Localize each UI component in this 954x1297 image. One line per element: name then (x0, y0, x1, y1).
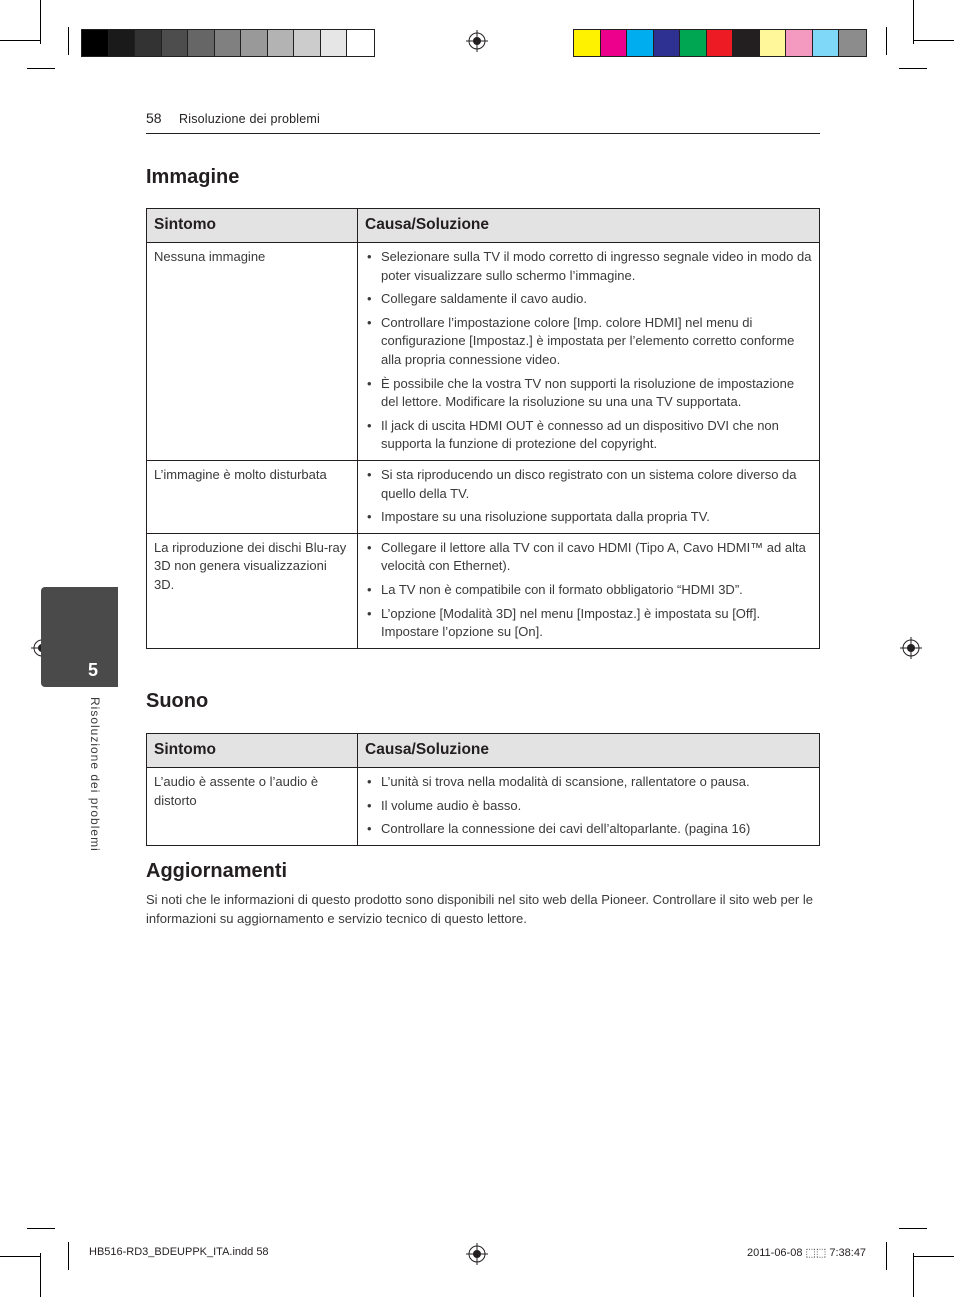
column-header-solution: Causa/Soluzione (358, 209, 820, 243)
symptom-cell: La riproduzione dei dischi Blu-ray 3D non genera visualizzazioni 3D. (147, 533, 358, 648)
chapter-tab (41, 587, 118, 687)
color-bar (573, 29, 867, 57)
symptom-cell: Nessuna immagine (147, 243, 358, 461)
column-header-solution: Causa/Soluzione (358, 734, 820, 768)
list-item: • Controllare la connessione dei cavi dell’altoparlante. (pagina 16) (365, 820, 812, 839)
registration-mark-icon (900, 637, 922, 659)
crop-mark (899, 1228, 927, 1229)
solution-cell (358, 533, 820, 648)
table-row (147, 460, 820, 533)
list-item: • L’opzione [Modalità 3D] nel menu [Impostaz.] è impostata su [Off]. Impostare l’opzione su [On]. (365, 605, 812, 642)
list-item: • L’unità si trova nella modalità di scansione, rallentatore o pausa. (365, 773, 812, 792)
page-number: 58 (146, 110, 162, 126)
color-swatch (654, 30, 681, 56)
crop-mark (68, 27, 69, 55)
color-swatch (680, 30, 707, 56)
aggiornamenti-text: Si noti che le informazioni di questo prodotto sono disponibili nel sito web della Pioneer. Controllare il sito web per le informazioni su aggiornamento e servizio tecnico di questo lettore. (146, 892, 813, 926)
color-swatch (241, 30, 268, 56)
registration-mark-icon (466, 30, 488, 52)
header-rule (146, 133, 820, 134)
crop-mark (40, 1253, 41, 1297)
table-row (147, 533, 820, 648)
running-header-title: Risoluzione dei problemi (179, 112, 320, 126)
solution-list (365, 539, 812, 642)
list-item: • La TV non è compatibile con il formato obbligatorio “HDMI 3D”. (365, 581, 812, 600)
crop-mark (914, 1256, 954, 1257)
list-item: • È possibile che la vostra TV non supporti la risoluzione de impostazione del lettore. Modificare la risoluzione su una una TV supportata. (365, 375, 812, 412)
chapter-tab-label: Risoluzione dei problemi (88, 697, 102, 852)
solution-list (365, 248, 812, 454)
list-item: • Il jack di uscita HDMI OUT è connesso ad un dispositivo DVI che non supporta la funzione di protezione del copyright. (365, 417, 812, 454)
crop-mark (886, 27, 887, 55)
crop-mark (27, 68, 55, 69)
color-swatch (162, 30, 189, 56)
list-item: • Collegare il lettore alla TV con il cavo HDMI (Tipo A, Cavo HDMI™ ad alta velocità con Ethernet). (365, 539, 812, 576)
color-swatch (188, 30, 215, 56)
solution-cell (358, 243, 820, 461)
list-item: • Collegare saldamente il cavo audio. (365, 290, 812, 309)
crop-mark (0, 1256, 40, 1257)
solution-cell (358, 460, 820, 533)
crop-mark (914, 40, 954, 41)
color-swatch (82, 30, 109, 56)
list-item: • Il volume audio è basso. (365, 797, 812, 816)
color-swatch (733, 30, 760, 56)
symptom-cell: L’audio è assente o l’audio è distorto (147, 768, 358, 846)
registration-mark-icon (466, 1243, 488, 1265)
color-swatch (707, 30, 734, 56)
symptom-cell: L’immagine è molto disturbata (147, 460, 358, 533)
column-header-symptom: Sintomo (147, 209, 358, 243)
list-item: • Si sta riproducendo un disco registrato con un sistema colore diverso da quello della TV. (365, 466, 812, 503)
section-title-aggiornamenti: Aggiornamenti (146, 860, 288, 882)
solution-cell (358, 768, 820, 846)
suono-table (146, 733, 820, 846)
crop-mark (899, 68, 927, 69)
color-swatch (268, 30, 295, 56)
table-row (147, 768, 820, 846)
chapter-number: 5 (88, 660, 99, 680)
crop-mark (0, 40, 40, 41)
crop-mark (27, 1228, 55, 1229)
crop-mark (913, 1253, 914, 1297)
color-swatch (601, 30, 628, 56)
color-swatch (135, 30, 162, 56)
color-swatch (321, 30, 348, 56)
crop-mark (68, 1242, 69, 1270)
solution-list (365, 466, 812, 527)
immagine-table (146, 208, 820, 649)
color-swatch (760, 30, 787, 56)
solution-list (365, 773, 812, 839)
footer-timestamp: 2011-06-08 ⬚⬚ 7:38:47 (747, 1247, 867, 1259)
list-item: • Controllare l’impostazione colore [Imp. colore HDMI] nel menu di configurazione [Impostaz.] è impostata per l’elemento corretto conforme alla propria connessione video. (365, 314, 812, 370)
section-title-immagine: Immagine (146, 166, 240, 188)
crop-mark (40, 0, 41, 44)
footer-file-name: HB516-RD3_BDEUPPK_ITA.indd 58 (89, 1246, 269, 1258)
list-item: • Impostare su una risoluzione supportata dalla propria TV. (365, 508, 812, 527)
color-swatch (347, 30, 374, 56)
table-row (147, 243, 820, 461)
color-swatch (574, 30, 601, 56)
crop-mark (886, 1242, 887, 1270)
color-swatch (813, 30, 840, 56)
color-swatch (839, 30, 866, 56)
crop-mark (913, 0, 914, 44)
section-title-suono: Suono (146, 690, 209, 712)
grayscale-bar (81, 29, 375, 57)
color-swatch (215, 30, 242, 56)
color-swatch (109, 30, 136, 56)
column-header-symptom: Sintomo (147, 734, 358, 768)
color-swatch (294, 30, 321, 56)
color-swatch (627, 30, 654, 56)
list-item: • Selezionare sulla TV il modo corretto di ingresso segnale video in modo da poter visualizzare sullo schermo l’immagine. (365, 248, 812, 285)
color-swatch (786, 30, 813, 56)
